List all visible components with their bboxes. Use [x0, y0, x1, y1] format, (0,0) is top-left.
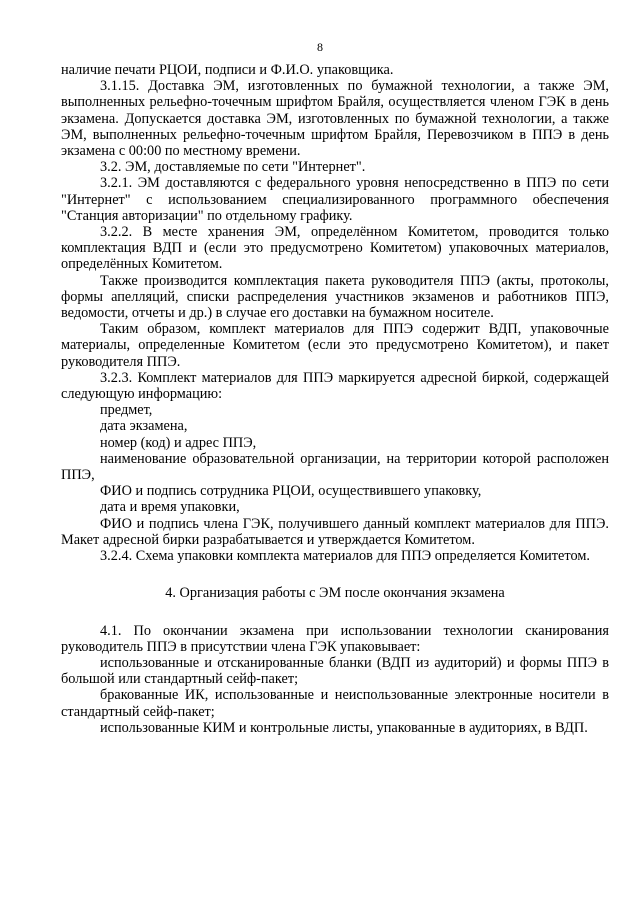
- list-item-ppe-address: номер (код) и адрес ППЭ,: [100, 434, 257, 451]
- page-number: 8: [317, 40, 323, 54]
- paragraph-3-1-15: 3.1.15. Доставка ЭМ, изготовленных по бумажной технологии, а также ЭМ, выполненных рельефно-точечным шрифтом Брайля, осуществляется членом ГЭК в день экзамена. Допускается доставка ЭМ, изготовленных по бумажной технологии, а также ЭМ, выполненных рельефно-точечным шрифтом Брайля, Перевозчиком в ППЭ в день экзамена с 00:00 по местному времени.: [61, 78, 609, 160]
- list-item-exam-date: дата экзамена,: [100, 418, 188, 435]
- paragraph-3-2-2: 3.2.2. В месте хранения ЭМ, определённом Комитетом, проводится только комплектация ВДП и (если это предусмотрено Комитетом) упаковочных материалов, определённых Комитетом.: [61, 224, 609, 273]
- paragraph-3-2-3: 3.2.3. Комплект материалов для ППЭ маркируется адресной биркой, содержащей следующую информацию:: [61, 369, 609, 403]
- paragraph-4-1: 4.1. По окончании экзамена при использовании технологии сканирования руководитель ППЭ в присутствии члена ГЭК упаковывает:: [61, 622, 609, 655]
- paragraph-leader-package: Также производится комплектация пакета руководителя ППЭ (акты, протоколы, формы апелляций, списки распределения участников экзаменов и работников ППЭ, ведомости, отчеты и др.) в случае его доставки на бумажном носителе.: [61, 272, 609, 322]
- paragraph-3-2: 3.2. ЭМ, доставляемые по сети "Интернет".: [100, 159, 366, 176]
- paragraph-3-2-4: 3.2.4. Схема упаковки комплекта материалов для ППЭ определяется Комитетом.: [100, 548, 590, 565]
- list-item-organization-name: наименование образовательной организации, на территории которой расположен ППЭ,: [61, 450, 609, 484]
- paragraph-kit-contents: Таким образом, комплект материалов для ППЭ содержит ВДП, упаковочные материалы, определенные Комитетом (если это предусмотрено Комитетом), и пакет руководителя ППЭ.: [61, 321, 609, 370]
- list-item-subject: предмет,: [100, 402, 153, 419]
- paragraph-continuation: наличие печати РЦОИ, подписи и Ф.И.О. упаковщика.: [61, 62, 394, 78]
- list-item-rcoi-signature: ФИО и подпись сотрудника РЦОИ, осуществившего упаковку,: [100, 483, 482, 500]
- list-item-defective-ik: бракованные ИК, использованные и неиспользованные электронные носители в стандартный сейф-пакет;: [61, 687, 609, 720]
- section-heading-4: 4. Организация работы с ЭМ после окончания экзамена: [165, 585, 505, 602]
- list-item-scanned-forms: использованные и отсканированные бланки (ВДП из аудиторий) и формы ППЭ в большой или стандартный сейф-пакет;: [61, 654, 609, 688]
- list-item-gek-signature: ФИО и подпись члена ГЭК, получившего данный комплект материалов для ППЭ. Макет адресной бирки разрабатывается и утверждается Комитетом.: [61, 515, 609, 548]
- list-item-used-kim: использованные КИМ и контрольные листы, упакованные в аудиториях, в ВДП.: [100, 719, 588, 736]
- paragraph-3-2-1: 3.2.1. ЭМ доставляются с федерального уровня непосредственно в ППЭ по сети "Интернет" с использованием специализированного программного обеспечения "Станция авторизации" по отдельному графику.: [61, 175, 609, 224]
- document-body: [61, 62, 609, 736]
- list-item-packing-datetime: дата и время упаковки,: [100, 499, 240, 516]
